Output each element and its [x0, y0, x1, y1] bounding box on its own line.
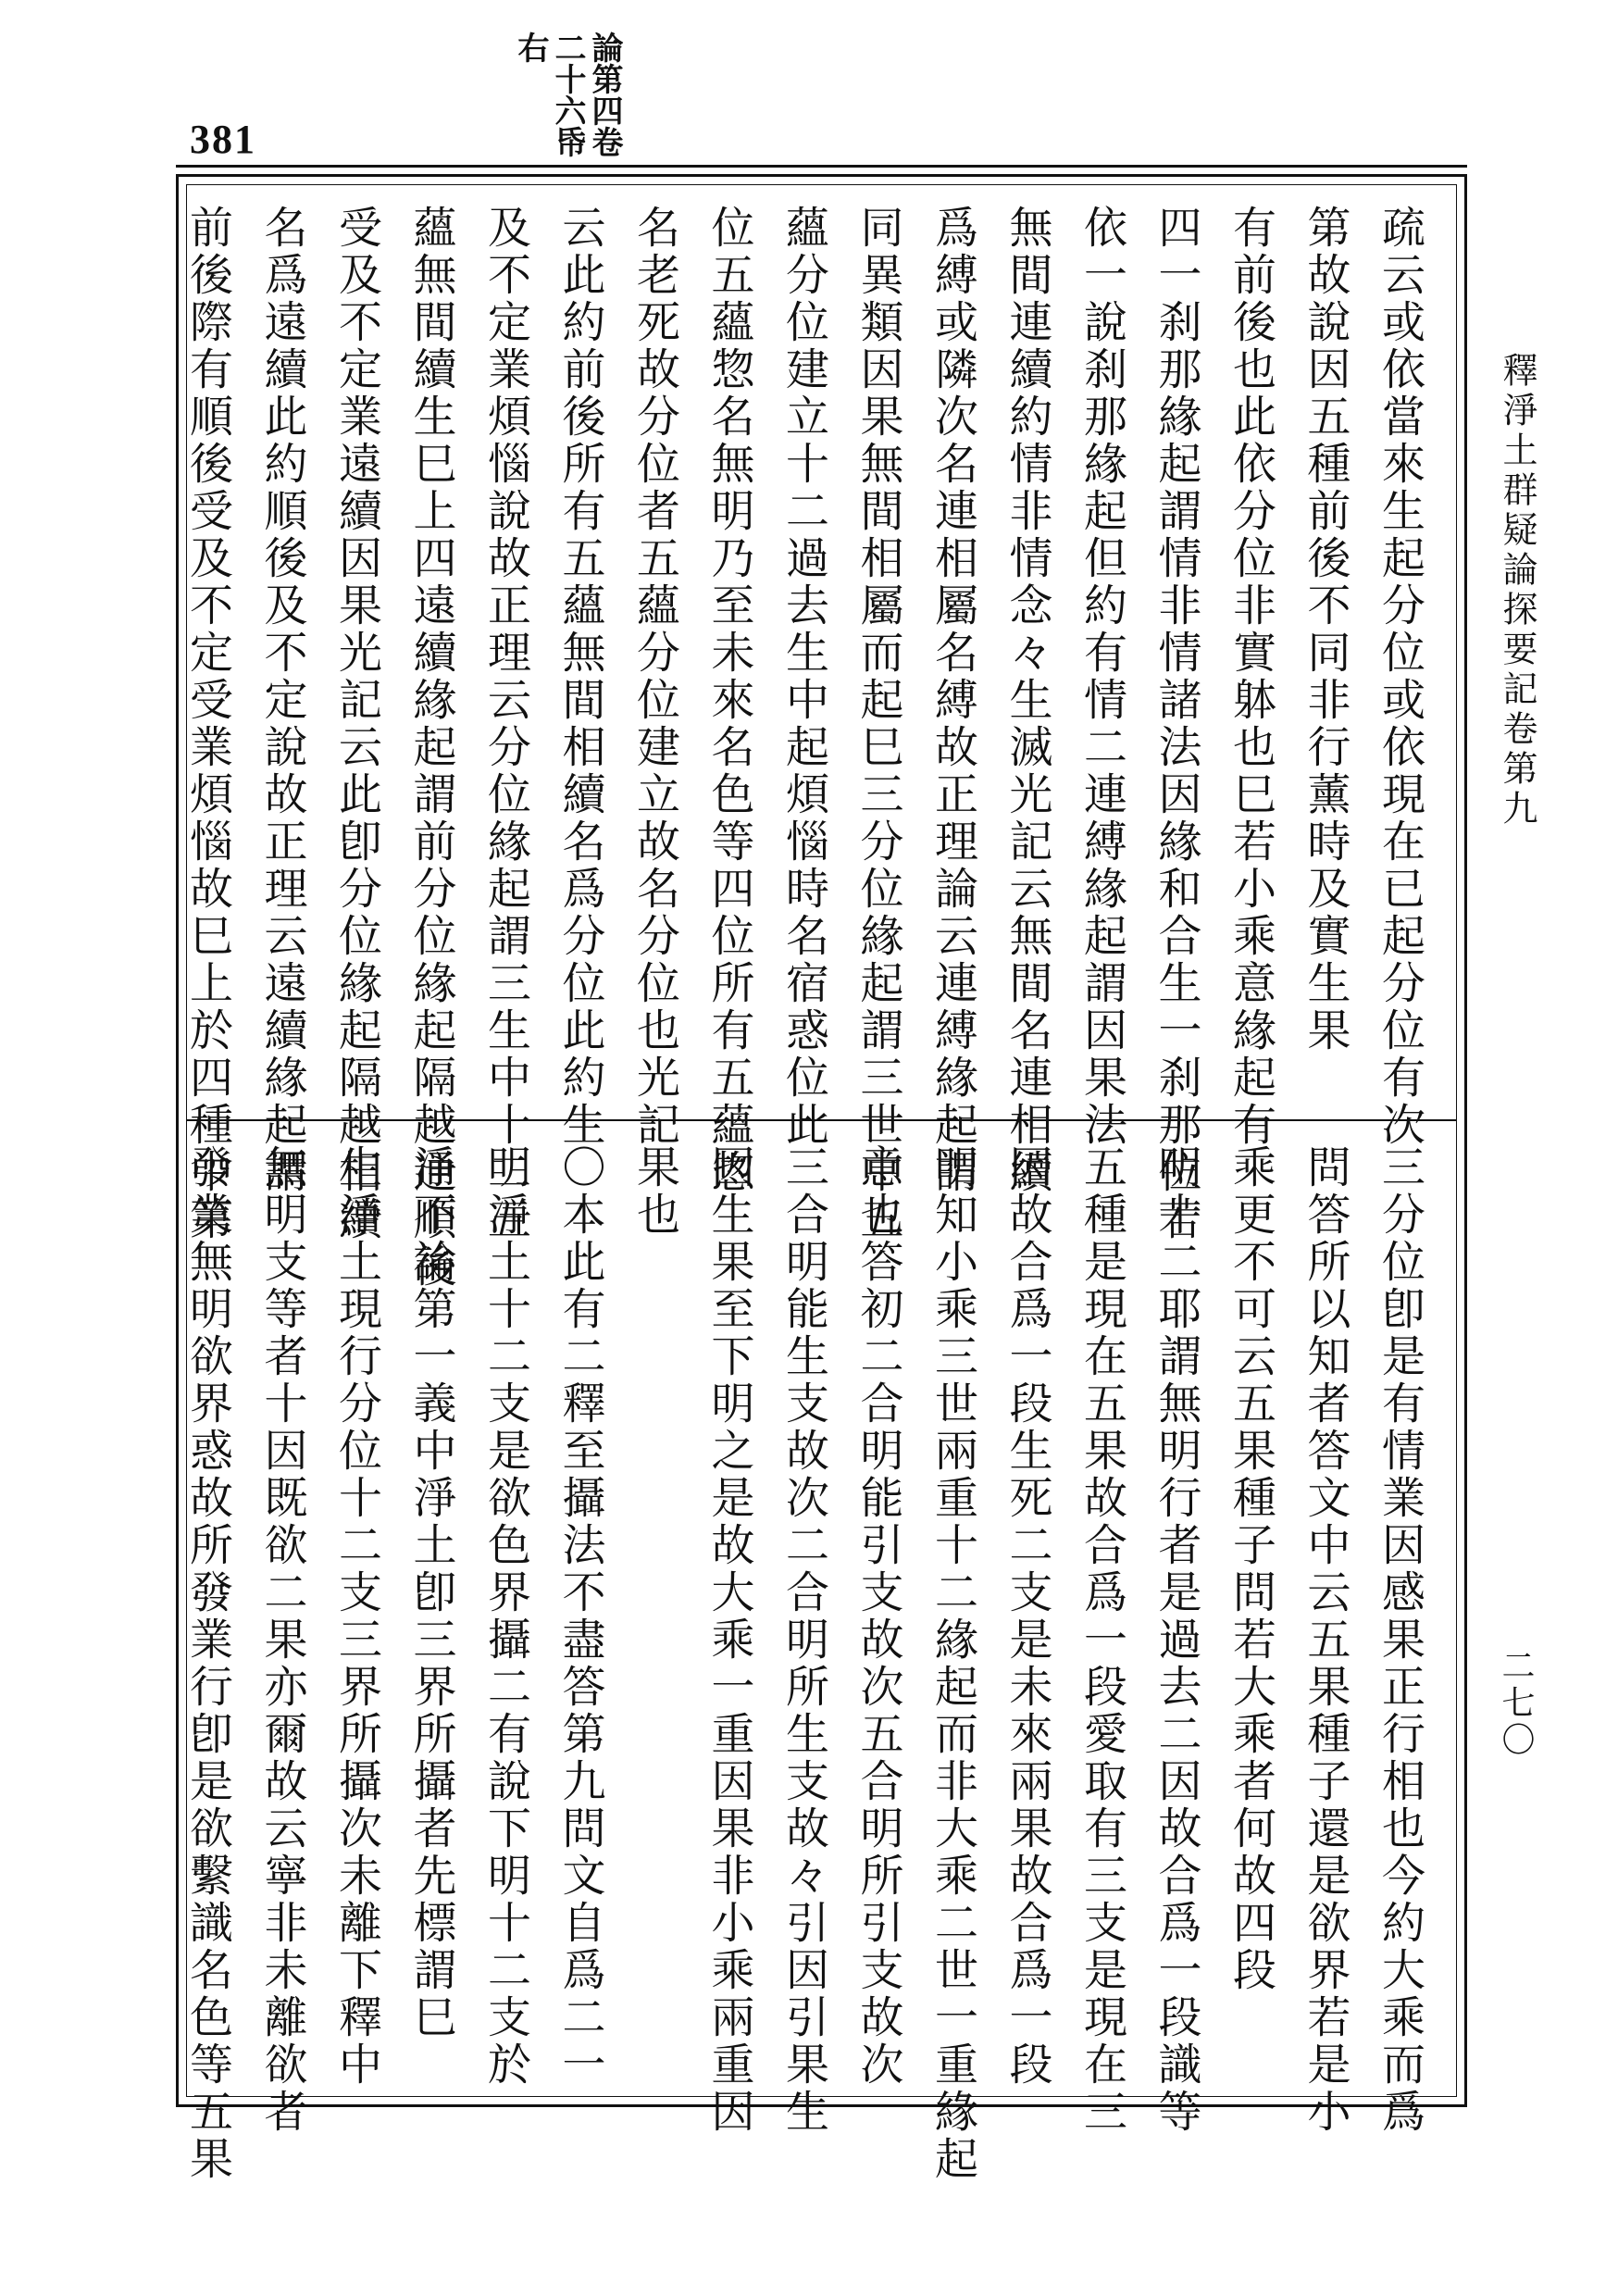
text-line: 疏云或依當來生起分位或依現在已起分位有次 [1375, 205, 1425, 1149]
text-line: 果也 [629, 1144, 680, 1239]
page-number: 381 [190, 117, 256, 162]
text-line: 前後際有順後受及不定受業煩惱故巳上於四種中第 [182, 205, 233, 1243]
text-line: 無間連續約情非情念々生滅光記云無間名連相續 [1002, 205, 1053, 1196]
header-note-line: 二十六帋 [549, 31, 586, 157]
lower-text-block [182, 1144, 1437, 2183]
text-line: 云此約前後所有五蘊無間相續名爲分位此約生 [554, 205, 606, 1149]
text-line: 〇本此有二釋至攝法不盡答第九問文自爲二一 [554, 1144, 606, 2089]
text-line: 及不定業煩惱說故正理云分位緣起謂三生中十二五 [480, 205, 531, 1243]
header-note [514, 31, 621, 157]
text-line: 生淨土現行分位十二支三界所攝次未離下釋中 [331, 1144, 382, 2089]
text-line: 名爲遠續此約順後及不定說故正理云遠續緣起謂 [256, 205, 308, 1196]
text-line: 無明支等者十因既欲二果亦爾故云寧非未離欲者 [256, 1144, 308, 2136]
text-line: 依一說刹那緣起但約有情二連縛緣起謂因果法 [1077, 205, 1127, 1149]
header-rule [176, 165, 1467, 168]
text-line: 第故說因五種前後不同非行薰時及實生果 [1300, 205, 1351, 1054]
text-line: 因生果至下明之是故大乘一重因果非小乘兩重因 [703, 1144, 755, 2136]
text-line: 三分位卽是有情業因感果正行相也今約大乘而爲 [1375, 1144, 1425, 2136]
text-line: 因故合爲一段生死二支是未來兩果故合爲一段 [1002, 1144, 1053, 2089]
text-line: 問答所以知者答文中云五果種子還是欲界若是小 [1300, 1144, 1351, 2136]
text-line: 三合明能生支故次二合明所生支故々引因引果生 [778, 1144, 829, 2136]
text-line: 淨不論第一義中淨土卽三界所攝者先標謂巳 [405, 1144, 457, 2041]
folio-number: 二七〇 [1497, 1648, 1535, 1759]
text-line: 明十二耶謂無明行者是過去二因故合爲一段識等 [1151, 1144, 1202, 2136]
text-line: 位五蘊惣名無明乃至未來名色等四位所有五蘊惣 [703, 205, 755, 1196]
text-line: 四一刹那緣起謂情非情諸法因緣和合生一刹那位若 [1151, 205, 1202, 1243]
text-line: 有前後也此依分位非實躰也巳若小乘意緣起有 [1226, 205, 1276, 1149]
header-note-line: 論第四卷 [586, 31, 623, 157]
text-line: 五種是現在五果故合爲一段愛取有三支是現在三 [1077, 1144, 1127, 2136]
text-line: 乘更不可云五果種子問若大乘者何故四段 [1226, 1144, 1276, 1994]
running-title: 釋淨土群疑論探要記卷第九 [1497, 352, 1537, 830]
text-line: 蘊無間續生巳上四遠續緣起謂前分位緣起隔越通順後 [405, 205, 457, 1291]
text-line: 意也答初二合明能引支故次五合明所引支故次 [853, 1144, 904, 2089]
text-frame [176, 174, 1467, 2183]
header-note-line: 右 [512, 31, 549, 63]
text-line: 明淨土十二支是欲色界攝二有說下明十二支於 [480, 1144, 531, 2089]
section-divider [186, 1119, 1457, 1121]
text-line: 爲縛或隣次名連相屬名縛故正理論云連縛緣起謂 [927, 205, 978, 1196]
text-line: 受及不定業遠續因果光記云此卽分位緣起隔越相續 [331, 205, 382, 1243]
text-line: 發業無明欲界惑故所發業行卽是欲繫識名色等五果 [182, 1144, 233, 2183]
text-line: 名老死故分位者五蘊分位建立故名分位也光記 [629, 205, 680, 1149]
text-line: 蘊分位建立十二過去生中起煩惱時名宿惑位此 [778, 205, 829, 1149]
text-line: 同異類因果無間相屬而起巳三分位緣起謂三世中五 [853, 205, 904, 1243]
text-line: 明知小乘三世兩重十二緣起而非大乘二世一重緣起 [927, 1144, 978, 2183]
